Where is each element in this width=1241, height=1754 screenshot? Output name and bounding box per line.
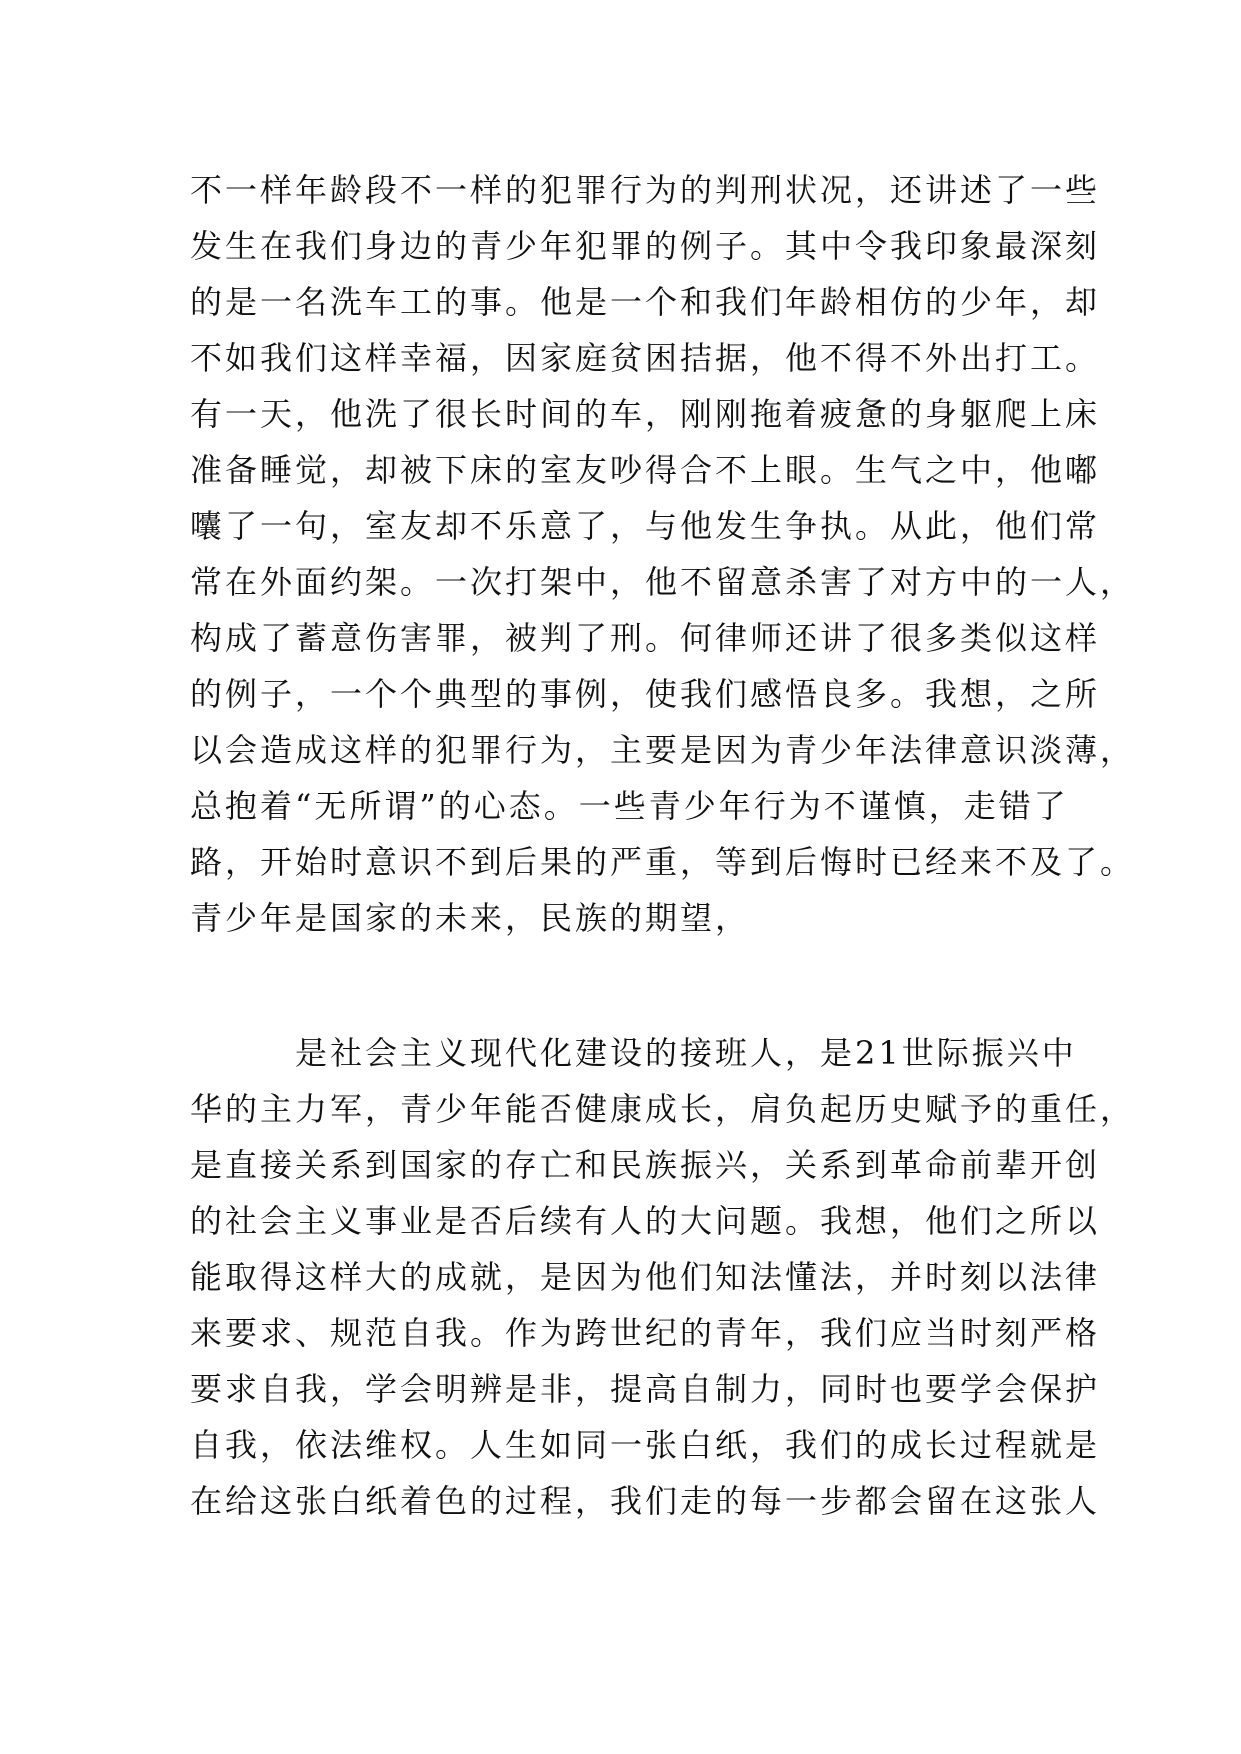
text-line: 有一天，他洗了很长时间的车，刚刚拖着疲惫的身躯爬上床 xyxy=(190,395,1101,433)
text-line: 以会造成这样的犯罪行为，主要是因为青少年法律意识淡薄， xyxy=(190,731,1136,769)
text-line: 准备睡觉，却被下床的室友吵得合不上眼。生气之中，他嘟 xyxy=(190,451,1101,489)
text-line: 的例子，一个个典型的事例，使我们感悟良多。我想，之所 xyxy=(190,675,1101,713)
text-line: 发生在我们身边的青少年犯罪的例子。其中令我印象最深刻 xyxy=(190,227,1101,265)
text-line: 来要求、规范自我。作为跨世纪的青年，我们应当时刻严格 xyxy=(190,1314,1101,1352)
text-line: 能取得这样大的成就，是因为他们知法懂法，并时刻以法律 xyxy=(190,1258,1101,1296)
text-line: 华的主力军，青少年能否健康成长，肩负起历史赋予的重任， xyxy=(190,1090,1136,1128)
text-line: 自我，依法维权。人生如同一张白纸，我们的成长过程就是 xyxy=(190,1426,1101,1464)
text-line: 路，开始时意识不到后果的严重，等到后悔时已经来不及了。 xyxy=(190,843,1136,881)
text-line: 青少年是国家的未来，民族的期望， xyxy=(190,899,751,937)
text-line: 在给这张白纸着色的过程，我们走的每一步都会留在这张人 xyxy=(190,1482,1101,1520)
text-line: 总抱着“无所谓”的心态。一些青少年行为不谨慎，走错了 xyxy=(190,787,1069,825)
text-line: 不一样年龄段不一样的犯罪行为的判刑状况，还讲述了一些 xyxy=(190,171,1101,209)
text-line: 不如我们这样幸福，因家庭贫困拮据，他不得不外出打工。 xyxy=(190,339,1101,377)
text-line: 是直接关系到国家的存亡和民族振兴，关系到革命前辈开创 xyxy=(190,1146,1101,1184)
text-line-indented: 是社会主义现代化建设的接班人，是21世际振兴中 xyxy=(295,1034,1077,1072)
text-line: 的是一名洗车工的事。他是一个和我们年龄相仿的少年，却 xyxy=(190,283,1101,321)
paragraph-1 xyxy=(190,162,1136,946)
paragraph-2 xyxy=(190,1025,1136,1529)
text-line: 的社会主义事业是否后续有人的大问题。我想，他们之所以 xyxy=(190,1202,1101,1240)
text-line: 囔了一句，室友却不乐意了，与他发生争执。从此，他们常 xyxy=(190,507,1101,545)
text-line: 构成了蓄意伤害罪，被判了刑。何律师还讲了很多类似这样 xyxy=(190,619,1101,657)
text-line: 常在外面约架。一次打架中，他不留意杀害了对方中的一人， xyxy=(190,563,1136,601)
text-line: 要求自我，学会明辨是非，提高自制力，同时也要学会保护 xyxy=(190,1370,1101,1408)
